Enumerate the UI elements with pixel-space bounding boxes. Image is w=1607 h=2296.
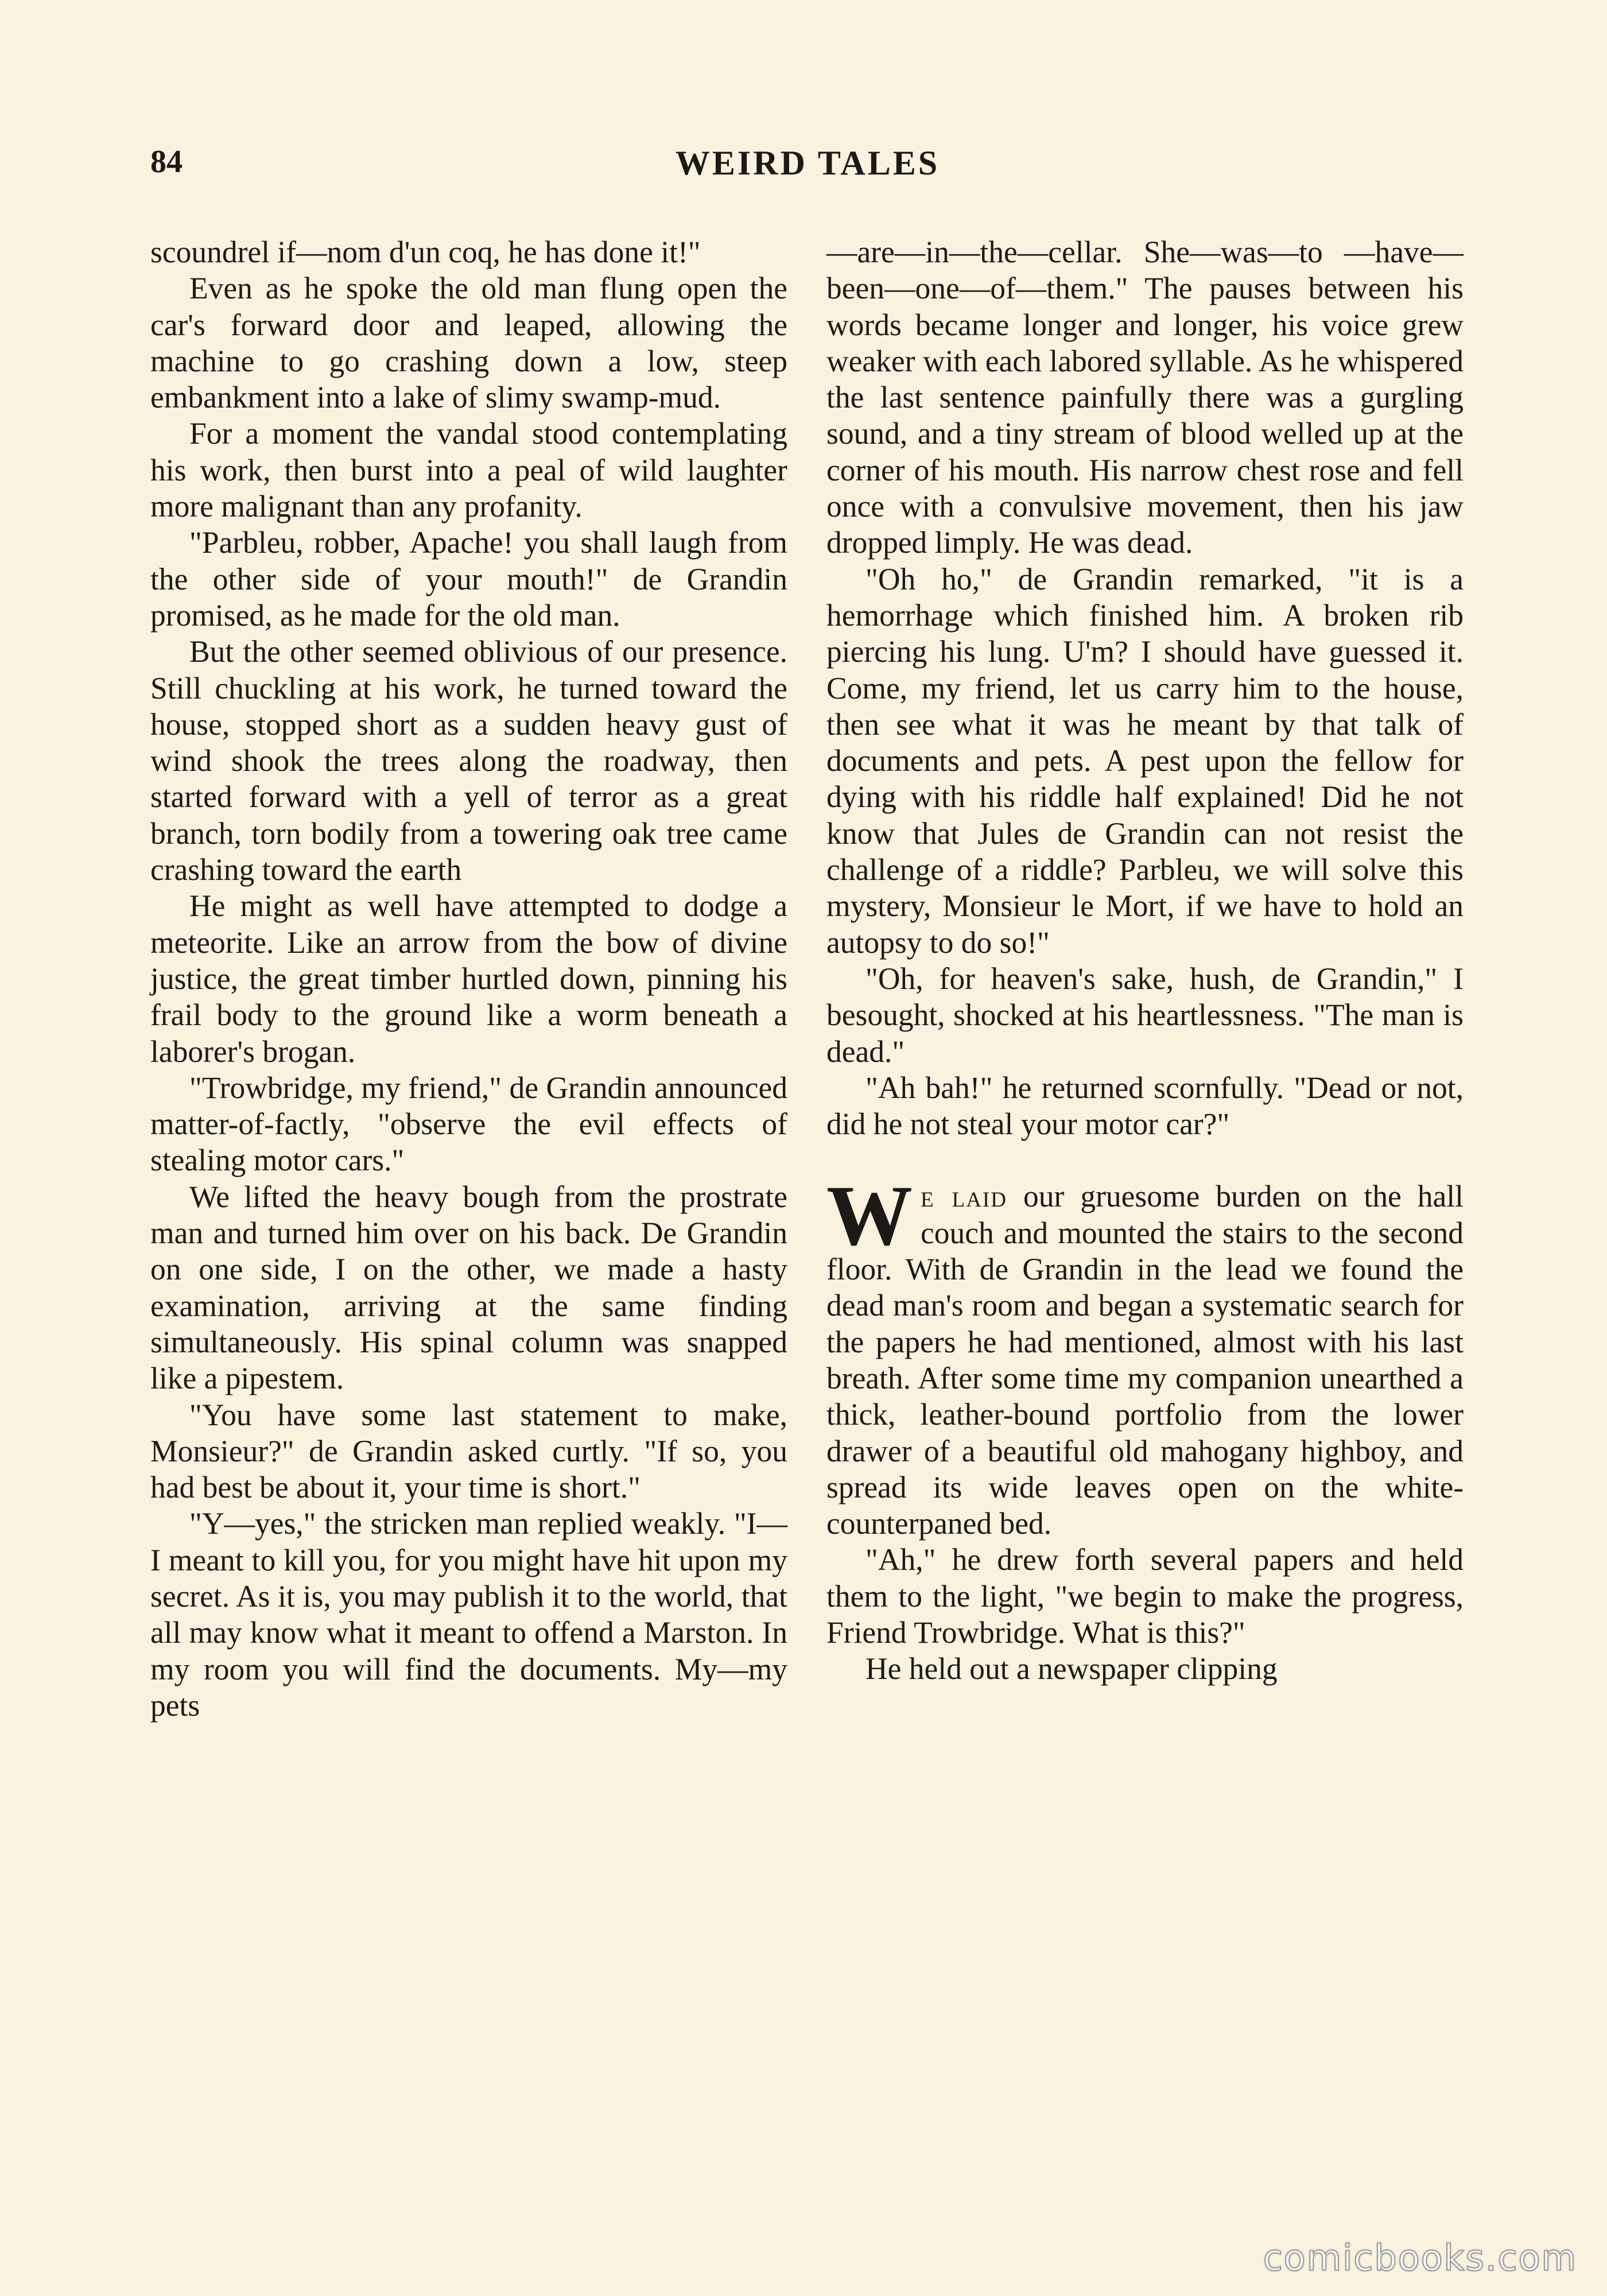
paragraph: "Trowbridge, my friend," de Grandin announced matter-of-factly, "observe the evil effects of stealing motor cars."	[150, 1070, 787, 1178]
paragraph: For a moment the vandal stood contemplating his work, then burst into a peal of wild laughter more malignant than any profanity.	[150, 416, 787, 524]
paragraph: "Oh, for heaven's sake, hush, de Grandin," I besought, shocked at his heartlessness. "The man is dead."	[826, 961, 1464, 1069]
small-caps-lead: e laid	[921, 1179, 1007, 1214]
paragraph-text: our gruesome burden on the hall couch and mounted the stairs to the second floor. With de Grandin in the lead we found the dead man's room and began a systematic search for the papers he had mentioned, almost with his last breath. After some time my companion unearthed a thick, leather-bound portfolio from the lower drawer of a beautiful old mahogany highboy, and spread its wide leaves open on the white-counterpaned bed.	[826, 1179, 1464, 1541]
paragraph: "Oh ho," de Grandin remarked, "it is a hemorrhage which finished him. A broken rib piercing his lung. U'm? I should have guessed it. Come, my friend, let us carry him to the house, then see what it was he meant by that talk of documents and pets. A pest upon the fellow for dying with his riddle half explained! Did he not know that Jules de Grandin can not resist the challenge of a riddle? Parbleu, we will solve this mystery, Monsieur le Mort, if we have to hold an autopsy to do so!"	[826, 561, 1464, 960]
site-watermark: comicbooks.com	[1263, 2237, 1577, 2279]
section-break	[826, 1142, 1464, 1178]
drop-cap: W	[826, 1168, 913, 1264]
paragraph: He held out a newspaper clipping	[865, 1651, 1278, 1686]
paragraph: Even as he spoke the old man flung open the car's forward door and leaped, allowing the machine to go crashing down a low, steep embankment into a lake of slimy swamp-mud.	[150, 271, 787, 415]
page-header	[150, 144, 1465, 189]
running-title: WEIRD TALES	[675, 144, 940, 182]
paragraph: He might as well have attempted to dodge a meteorite. Like an arrow from the bow of divine justice, the great timber hurtled down, pinning his frail body to the ground like a worm beneath a laborer's brogan.	[150, 889, 787, 1069]
paragraph: "Ah," he drew forth several papers and held them to the light, "we begin to make the progress, Friend Trowbridge. What is this?"	[826, 1542, 1464, 1650]
left-column	[150, 234, 787, 1724]
paragraph: But the other seemed oblivious of our presence. Still chuckling at his work, he turned toward the house, stopped short as a sudden heavy gust of wind shook the trees along the roadway, then started forward with a yell of terror as a great branch, torn bodily from a towering oak tree came crashing toward the earth	[150, 634, 787, 887]
section-opening-paragraph	[826, 1168, 1464, 1542]
right-column	[826, 234, 1464, 1688]
page-number: 84	[150, 144, 183, 180]
paragraph: "Ah bah!" he returned scornfully. "Dead or not, did he not steal your motor car?"	[826, 1070, 1464, 1142]
paragraph: scoundrel if—nom d'un coq, he has done it!"	[150, 235, 701, 269]
paragraph: We lifted the heavy bough from the prostrate man and turned him over on his back. De Grandin on one side, I on the other, we made a hasty examination, arriving at the same finding simultaneously. His spinal column was snapped like a pipestem.	[150, 1179, 787, 1396]
paragraph: "Parbleu, robber, Apache! you shall laugh from the other side of your mouth!" de Grandin promised, as he made for the old man.	[150, 525, 787, 633]
paragraph: "You have some last statement to make, Monsieur?" de Grandin asked curtly. "If so, you had best be about it, your time is short."	[150, 1397, 787, 1505]
paragraph: —are—in—the—cellar. She—was—to —have—been—one—of—them." The pauses between his words became longer and longer, his voice grew weaker with each labored syllable. As he whispered the last sentence painfully there was a gurgling sound, and a tiny stream of blood welled up at the corner of his mouth. His narrow chest rose and fell once with a convulsive movement, then his jaw dropped limply. He was dead.	[826, 235, 1464, 560]
paragraph: "Y—yes," the stricken man replied weakly. "I—I meant to kill you, for you might have hit upon my secret. As it is, you may publish it to the world, that all may know what it meant to offend a Marston. In my room you will find the documents. My—my pets	[150, 1506, 787, 1723]
